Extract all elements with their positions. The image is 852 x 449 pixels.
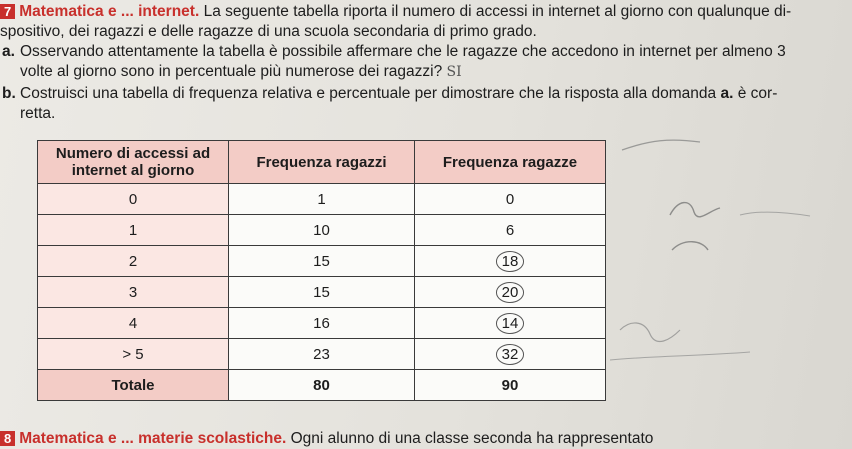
cell-accessi: 2	[38, 246, 229, 277]
exercise-7-intro-1: La seguente tabella riporta il numero di accessi in internet al giorno con qualunque di-	[203, 3, 792, 20]
cell-accessi: 0	[38, 184, 229, 215]
table-total-row	[38, 370, 606, 401]
question-a-text-2: volte al giorno sono in percentuale più numerose dei ragazzi?	[20, 63, 443, 80]
cell-ragazzi: 10	[229, 215, 415, 246]
cell-ragazzi: 16	[229, 308, 415, 339]
question-b-text-end: è cor-	[737, 85, 778, 102]
question-a-label: a.	[2, 43, 15, 60]
table-row	[38, 308, 606, 339]
exercise-7-line1	[0, 2, 791, 22]
header-ragazzi: Frequenza ragazzi	[229, 141, 415, 184]
cell-ragazzi: 15	[229, 277, 415, 308]
exercise-8-line	[0, 430, 653, 448]
table-row	[38, 339, 606, 370]
handwritten-answer: SI	[446, 64, 462, 80]
table-header-row	[38, 141, 606, 184]
question-b-text-2: retta.	[20, 105, 56, 122]
total-ragazze: 90	[415, 370, 606, 401]
total-ragazzi: 80	[229, 370, 415, 401]
exercise-7-number: 7	[0, 4, 15, 19]
cell-accessi: > 5	[38, 339, 229, 370]
question-b-label: b.	[2, 85, 16, 102]
cell-ragazze-circled: 14	[496, 313, 525, 334]
total-label: Totale	[38, 370, 229, 401]
cell-accessi: 3	[38, 277, 229, 308]
cell-ragazzi: 15	[229, 246, 415, 277]
question-b-text-1: Costruisci una tabella di frequenza relativa e percentuale per dimostrare che la risposta alla domanda	[20, 85, 717, 102]
question-a	[0, 42, 852, 82]
cell-accessi: 1	[38, 215, 229, 246]
cell-ragazze-circled: 20	[496, 282, 525, 303]
cell-ragazze: 6	[415, 215, 606, 246]
cell-ragazzi: 23	[229, 339, 415, 370]
exercise-8-title: Matematica e ... materie scolastiche.	[19, 430, 287, 447]
table-row	[38, 215, 606, 246]
frequency-table	[37, 140, 606, 401]
question-a-text-1: Osservando attentamente la tabella è possibile affermare che le ragazze che accedono in internet per almeno 3	[20, 43, 786, 60]
question-b	[0, 84, 852, 124]
question-b-ref: a.	[720, 85, 734, 102]
exercise-7-title: Matematica e ... internet.	[19, 3, 200, 20]
header-ragazze: Frequenza ragazze	[415, 141, 606, 184]
cell-ragazze-circled: 32	[496, 344, 525, 365]
table-row	[38, 277, 606, 308]
table-row	[38, 184, 606, 215]
cell-ragazze: 0	[415, 184, 606, 215]
header-accessi: Numero di accessi ad internet al giorno	[38, 141, 229, 184]
exercise-7-line2: spositivo, dei ragazzi e delle ragazze di una scuola secondaria di primo grado.	[0, 23, 537, 40]
table-row	[38, 246, 606, 277]
exercise-8-number: 8	[0, 431, 15, 446]
cell-ragazzi: 1	[229, 184, 415, 215]
cell-ragazze-circled: 18	[496, 251, 525, 272]
exercise-8-text: Ogni alunno di una classe seconda ha rappresentato	[290, 430, 654, 447]
cell-accessi: 4	[38, 308, 229, 339]
pencil-scribbles	[610, 120, 850, 420]
